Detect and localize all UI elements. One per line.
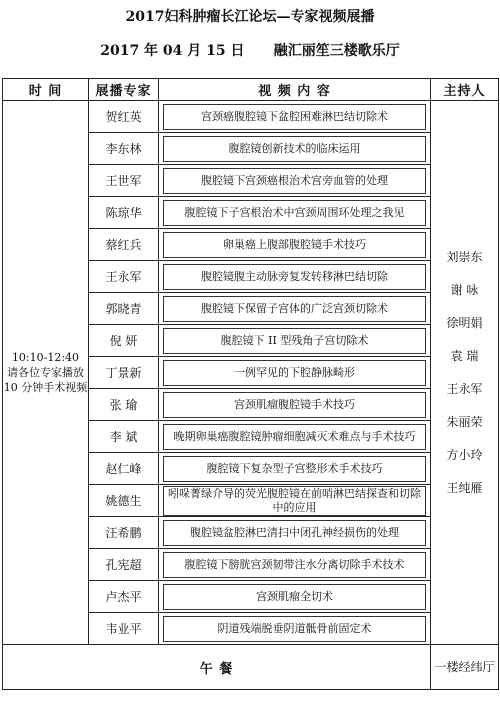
video-content-cell — [159, 581, 431, 613]
table-row — [3, 101, 499, 133]
lunch-label: 午 餐 — [3, 645, 431, 690]
schedule-table — [2, 78, 499, 690]
expert-name: 李 斌 — [89, 421, 159, 453]
page-title: 2017妇科肿瘤长江论坛—专家视频展播 — [125, 9, 375, 25]
host-name: 方小玲 — [446, 447, 483, 462]
video-content-cell — [159, 197, 431, 229]
expert-name: 倪 妍 — [89, 325, 159, 357]
video-content-cell — [159, 549, 431, 581]
header-content: 视 频 内 容 — [159, 79, 431, 101]
video-content-cell — [159, 165, 431, 197]
expert-name: 张 瑜 — [89, 389, 159, 421]
video-title: 宫颈肌瘤腹腔镜手术技巧 — [163, 392, 426, 418]
expert-name: 郭晓青 — [89, 293, 159, 325]
video-content-cell — [159, 453, 431, 485]
host-name: 谢 咏 — [450, 282, 479, 297]
header-host: 主持人 — [431, 79, 499, 101]
expert-name: 王世军 — [89, 165, 159, 197]
video-title: 卵巢癌上腹部腹腔镜手术技巧 — [163, 232, 426, 258]
schedule-body — [3, 101, 499, 645]
expert-name: 丁景新 — [89, 357, 159, 389]
expert-name: 韦业平 — [89, 613, 159, 645]
video-title: 阴道残端脱垂阴道骶骨前固定术 — [163, 616, 426, 642]
time-note: 请各位专家播放 10 分钟手术视频 — [3, 366, 88, 394]
event-venue: 融汇丽笙三楼歌乐厅 — [273, 43, 400, 59]
video-title: 腹腔镜下宫颈癌根治术宫旁血管的处理 — [163, 168, 426, 194]
video-title: 腹腔镜下膀胱宫颈韧带注水分离切除手术技术 — [163, 552, 426, 578]
time-slot-cell — [3, 101, 89, 645]
host-name: 刘崇东 — [446, 249, 483, 264]
lunch-row — [3, 645, 499, 690]
video-content-cell — [159, 517, 431, 549]
video-title: 腹腔镜下保留子宫体的广泛宫颈切除术 — [163, 296, 426, 322]
expert-name: 卢杰平 — [89, 581, 159, 613]
video-content-cell — [159, 229, 431, 261]
event-date: 2017 年 04 月 15 日 — [100, 43, 245, 59]
video-content-cell — [159, 357, 431, 389]
expert-name: 赵仁峰 — [89, 453, 159, 485]
video-title: 宫颈肌瘤全切术 — [163, 584, 426, 610]
video-content-cell — [159, 325, 431, 357]
video-content-cell — [159, 421, 431, 453]
time-range: 10:10-12:40 — [11, 351, 80, 364]
video-title: 晚期卵巢癌腹腔镜肿瘤细胞减灭术难点与手术技巧 — [163, 424, 426, 450]
hosts-cell — [431, 101, 499, 645]
video-content-cell — [159, 389, 431, 421]
host-name: 王纯雁 — [446, 480, 483, 495]
video-content-cell — [159, 133, 431, 165]
video-title: 腹腔镜腹主动脉旁复发转移淋巴结切除 — [163, 264, 426, 290]
video-title: 一例罕见的下腔静脉畸形 — [163, 360, 426, 386]
video-title: 腹腔镜下子宫根治术中宫颈周围环处理之我见 — [163, 200, 426, 226]
expert-name: 王永军 — [89, 261, 159, 293]
host-name: 徐明娟 — [446, 315, 483, 330]
video-content-cell — [159, 261, 431, 293]
host-name: 袁 瑞 — [450, 348, 479, 363]
header-time: 时 间 — [3, 79, 89, 101]
host-name: 朱丽荣 — [446, 414, 483, 429]
video-title: 腹腔镜盆腔淋巴清扫中闭孔神经损伤的处理 — [163, 520, 426, 546]
expert-name: 汪希鹏 — [89, 517, 159, 549]
event-date-venue — [0, 40, 500, 60]
video-content-cell — [159, 485, 431, 517]
video-title: 腹腔镜下 II 型残角子宫切除术 — [163, 328, 426, 354]
expert-name: 贺红英 — [89, 101, 159, 133]
expert-name: 姚德生 — [89, 485, 159, 517]
expert-name: 孔宪超 — [89, 549, 159, 581]
video-title: 吲哚菁绿介导的荧光腹腔镜在前哨淋巴结探查和切除中的应用 — [163, 486, 426, 516]
lunch-location: 一楼经纬厅 — [431, 645, 499, 690]
expert-name: 李东林 — [89, 133, 159, 165]
header-expert: 展播专家 — [89, 79, 159, 101]
video-content-cell — [159, 613, 431, 645]
table-header-row — [3, 79, 499, 101]
video-title: 宫颈癌腹腔镜下盆腔困难淋巴结切除术 — [163, 104, 426, 130]
video-content-cell — [159, 101, 431, 133]
video-title: 腹腔镜下复杂型子宫整形术手术技巧 — [163, 456, 426, 482]
video-title: 腹腔镜创新技术的临床运用 — [163, 136, 426, 162]
video-content-cell — [159, 293, 431, 325]
expert-name: 陈琼华 — [89, 197, 159, 229]
host-name: 王永军 — [446, 381, 483, 396]
expert-name: 蔡红兵 — [89, 229, 159, 261]
